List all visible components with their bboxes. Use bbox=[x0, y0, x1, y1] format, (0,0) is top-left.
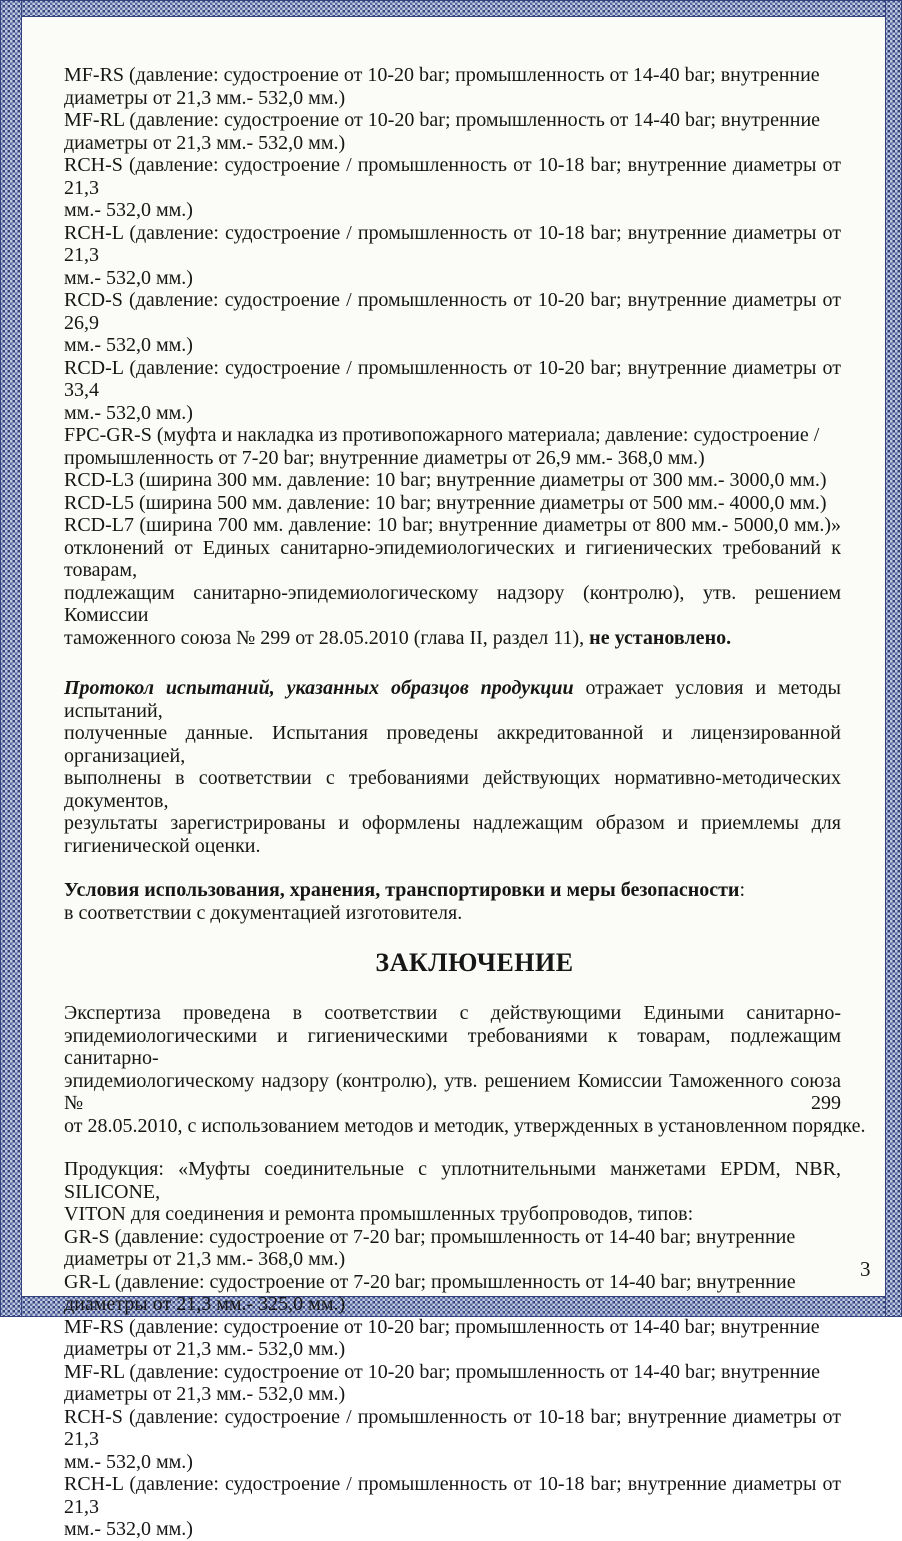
text-segment: не установлено. bbox=[589, 626, 732, 649]
text-segment: VITON для соединения и ремонта промышленных трубопроводов, типов: bbox=[64, 1203, 694, 1225]
text-segment: от 28.05.2010, с использованием методов и методик, утвержденных в установленном порядке. bbox=[64, 1114, 866, 1137]
text-segment: MF-RL (давление: судостроение от 10-20 bar; промышленность от 14-40 bar; внутренние bbox=[64, 1360, 821, 1383]
text-line bbox=[64, 492, 841, 515]
usage-conditions-paragraph bbox=[64, 879, 841, 924]
text-line bbox=[64, 87, 841, 110]
text-segment: подлежащим санитарно-эпидемиологическому надзору (контролю), утв. решением Комиссии bbox=[64, 581, 841, 626]
text-line bbox=[64, 1338, 841, 1361]
text-line bbox=[64, 424, 841, 447]
text-segment: RCH-L (давление: судостроение / промышленность от 10-18 bar; внутренние диаметры от 21,3 bbox=[64, 1473, 841, 1518]
text-line bbox=[64, 835, 841, 858]
text-line bbox=[64, 1158, 841, 1203]
text-line bbox=[64, 812, 841, 835]
text-line bbox=[64, 1114, 866, 1138]
page-number: 3 bbox=[860, 1257, 871, 1281]
text-segment: диаметры от 21,3 мм.- 325,0 мм.) bbox=[64, 1293, 346, 1315]
text-line bbox=[64, 514, 841, 537]
text-line bbox=[64, 677, 841, 722]
text-segment: выполнены в соответствии с требованиями действующих нормативно-методических документов, bbox=[64, 767, 841, 812]
text-segment: RCH-S (давление: судостроение / промышленность от 10-18 bar; внутренние диаметры от 21,3 bbox=[64, 154, 841, 199]
text-line bbox=[64, 1383, 841, 1406]
text-segment: Протокол испытаний, указанных образцов продукции bbox=[64, 677, 574, 699]
text-line bbox=[64, 1070, 841, 1115]
text-line bbox=[64, 1361, 841, 1384]
production-list bbox=[64, 1158, 841, 1541]
text-segment: RCD-L7 (ширина 700 мм. давление: 10 bar; внутренние диаметры от 800 мм.- 5000,0 мм.)» bbox=[64, 514, 841, 536]
text-line bbox=[64, 199, 841, 222]
text-line bbox=[64, 722, 841, 767]
text-line bbox=[64, 222, 841, 267]
text-segment: Продукция: «Муфты соединительные с уплотнительными манжетами EPDM, NBR, SILICONE, bbox=[64, 1158, 841, 1203]
text-segment: RCH-L (давление: судостроение / промышленность от 10-18 bar; внутренние диаметры от 21,3 bbox=[64, 221, 841, 266]
text-line bbox=[64, 334, 841, 357]
text-line bbox=[64, 289, 841, 334]
text-line bbox=[64, 1203, 841, 1226]
text-segment: Экспертиза проведена в соответствии с действующими Едиными санитарно- bbox=[64, 1002, 841, 1024]
text-segment: диаметры от 21,3 мм.- 532,0 мм.) bbox=[64, 86, 346, 109]
text-segment: мм.- 532,0 мм.) bbox=[64, 199, 193, 221]
text-segment: ЗАКЛЮЧЕНИЕ bbox=[375, 948, 574, 977]
text-segment: отражает условия и методы испытаний, bbox=[64, 677, 841, 722]
text-segment: полученные данные. Испытания проведены аккредитованной и лицензированной организацией, bbox=[64, 722, 841, 767]
text-segment: MF-RS (давление: судостроение от 10-20 bar; промышленность от 14-40 bar; внутренние bbox=[64, 1315, 820, 1338]
text-line bbox=[64, 627, 841, 650]
text-line bbox=[64, 447, 841, 470]
text-line bbox=[64, 154, 841, 199]
text-segment: RCD-S (давление: судостроение / промышленность от 10-20 bar; внутренние диаметры от 26,9 bbox=[64, 289, 841, 334]
text-segment: диаметры от 21,3 мм.- 368,0 мм.) bbox=[64, 1248, 346, 1270]
text-segment: Условия использования, хранения, транспортировки и меры безопасности bbox=[64, 879, 740, 901]
text-segment: эпидемиологическому надзору (контролю), утв. решением Комиссии Таможенного союза № 299 bbox=[64, 1069, 841, 1114]
text-line bbox=[64, 1293, 841, 1316]
text-line bbox=[64, 537, 841, 582]
text-segment: RCH-S (давление: судостроение / промышленность от 10-18 bar; внутренние диаметры от 21,3 bbox=[64, 1405, 841, 1450]
text-segment: мм.- 532,0 мм.) bbox=[64, 401, 193, 424]
text-line bbox=[64, 1473, 841, 1518]
text-segment: GR-S (давление: судостроение от 7-20 bar; промышленность от 14-40 bar; внутренние bbox=[64, 1225, 796, 1248]
conclusion-heading bbox=[64, 948, 841, 978]
text-segment: результаты зарегистрированы и оформлены надлежащим образом и приемлемы для bbox=[64, 812, 841, 834]
text-line bbox=[64, 1271, 841, 1294]
text-segment: мм.- 532,0 мм.) bbox=[64, 1450, 193, 1473]
text-line bbox=[64, 1316, 841, 1339]
text-line bbox=[64, 1451, 841, 1474]
text-segment: диаметры от 21,3 мм.- 532,0 мм.) bbox=[64, 1338, 346, 1360]
text-segment: RCD-L (давление: судостроение / промышленность от 10-20 bar; внутренние диаметры от 33,4 bbox=[64, 356, 841, 401]
text-segment: диаметры от 21,3 мм.- 532,0 мм.) bbox=[64, 1383, 346, 1405]
text-line bbox=[64, 1226, 841, 1249]
text-segment: RCD-L3 (ширина 300 мм. давление: 10 bar; внутренние диаметры от 300 мм.- 3000,0 мм.) bbox=[64, 469, 827, 491]
product-list-continued bbox=[64, 64, 841, 649]
text-segment: мм.- 532,0 мм.) bbox=[64, 334, 193, 356]
text-line bbox=[64, 109, 841, 132]
text-line bbox=[64, 1518, 841, 1541]
text-line bbox=[64, 402, 841, 425]
text-line bbox=[64, 1406, 841, 1451]
text-line bbox=[64, 1248, 841, 1271]
expertise-paragraph bbox=[64, 1002, 866, 1137]
text-segment: в соответствии с документацией изготовителя. bbox=[64, 901, 463, 924]
text-segment: : bbox=[739, 879, 746, 901]
text-segment: RCD-L5 (ширина 500 мм. давление: 10 bar; внутренние диаметры от 500 мм.- 4000,0 мм.) bbox=[64, 491, 827, 514]
text-segment: промышленность от 7-20 bar; внутренние диаметры от 26,9 мм.- 368,0 мм.) bbox=[64, 446, 705, 469]
text-segment: таможенного союза № 299 от 28.05.2010 (глава II, раздел 11), bbox=[64, 626, 590, 649]
text-line bbox=[64, 64, 841, 87]
text-line bbox=[64, 357, 841, 402]
guilloche-border-right bbox=[885, 0, 902, 1317]
test-protocol-paragraph bbox=[64, 677, 841, 857]
text-segment: FPC-GR-S (муфта и накладка из противопожарного материала; давление: судостроение / bbox=[64, 424, 820, 446]
text-segment: мм.- 532,0 мм.) bbox=[64, 266, 193, 289]
text-line bbox=[64, 1025, 841, 1070]
text-segment: мм.- 532,0 мм.) bbox=[64, 1518, 193, 1540]
guilloche-border-left bbox=[0, 0, 22, 1317]
text-line bbox=[64, 1002, 841, 1025]
text-segment: гигиенической оценки. bbox=[64, 834, 261, 857]
document-content bbox=[64, 0, 866, 1541]
text-line bbox=[64, 582, 841, 627]
text-line bbox=[64, 767, 841, 812]
text-segment: MF-RL (давление: судостроение от 10-20 bar; промышленность от 14-40 bar; внутренние bbox=[64, 109, 821, 131]
text-line bbox=[64, 879, 841, 902]
text-segment: отклонений от Единых санитарно-эпидемиологических и гигиенических требований к товарам, bbox=[64, 536, 841, 581]
text-segment: GR-L (давление: судостроение от 7-20 bar; промышленность от 14-40 bar; внутренние bbox=[64, 1270, 796, 1293]
text-line bbox=[64, 132, 841, 155]
text-segment: эпидемиологическими и гигиеническими требованиями к товарам, подлежащим санитарно- bbox=[64, 1024, 841, 1069]
text-line bbox=[64, 267, 841, 290]
text-segment: MF-RS (давление: судостроение от 10-20 bar; промышленность от 14-40 bar; внутренние bbox=[64, 64, 820, 86]
text-line bbox=[64, 902, 841, 925]
text-line bbox=[64, 469, 841, 492]
text-segment: диаметры от 21,3 мм.- 532,0 мм.) bbox=[64, 131, 346, 154]
text-line bbox=[64, 948, 841, 978]
